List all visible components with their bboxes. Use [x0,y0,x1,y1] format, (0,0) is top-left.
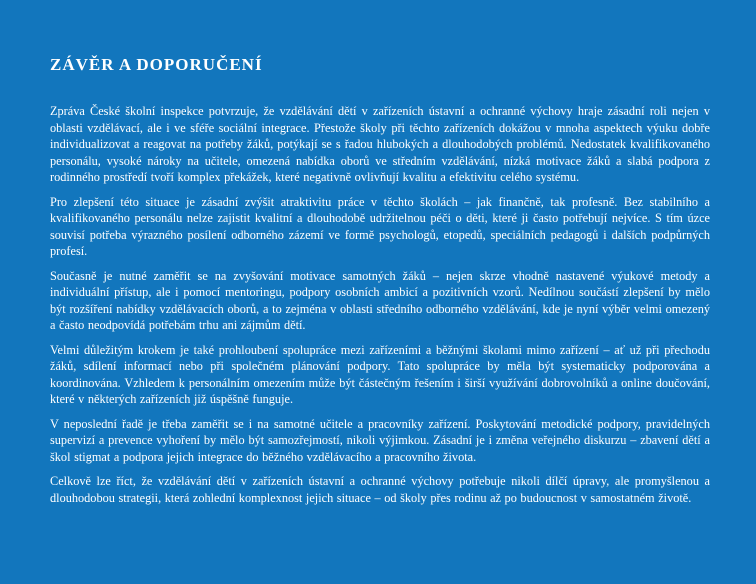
paragraph-1: Zpráva České školní inspekce potvrzuje, že vzdělávání dětí v zařízeních ústavní a ochranné výchovy hraje zásadní roli nejen v oblasti vzdělávací, ale i ve sféře sociální integrace. Přestože školy při těchto zařízeních dokážou v mnoha aspektech výuku dobře individualizovat a reagovat na potřeby žáků, potýkají se s řadou hlubokých a dlouhodobých problémů. Nedostatek kvalifikovaného personálu, vysoké nároky na učitele, omezená nabídka oborů ve středním vzdělávání, nízká motivace žáků a slabá podpora z rodinného prostředí tvoří komplex překážek, které negativně ovlivňují kvalitu a efektivitu celého systému. [50,104,710,184]
page-title: ZÁVĚR A DOPORUČENÍ [50,55,263,74]
paragraph-6: Celkově lze říct, že vzdělávání dětí v zařízeních ústavní a ochranné výchovy potřebuje nikoli dílčí úpravy, ale promyšlenou a dlouhodobou strategii, která zohlední komplexnost jejich situace – od školy přes rodinu až po budoucnost v samostatném životě. [50,474,710,505]
body-text [50,103,710,506]
paragraph-5: V neposlední řadě je třeba zaměřit se i na samotné učitele a pracovníky zařízení. Poskytování metodické podpory, pravidelných supervizí a prevence vyhoření by mělo být samozřejmostí, nikoli výjimkou. Zásadní je i změna veřejného diskurzu – zbavení dětí a škol stigmat a podpora jejich integrace do běžného vzdělávacího a pracovního života. [50,416,710,464]
paragraph-3: Současně je nutné zaměřit se na zvyšování motivace samotných žáků – nejen skrze vhodně nastavené výukové metody a individuální přístup, ale i pomocí mentoringu, podpory osobních ambicí a pozitivních vzorů. Nedílnou součástí zlepšení by mělo být rozšíření nabídky vzdělávacích oborů, a to zejména v oblasti středního odborného vzdělávání, kde je nyní výběr velmi omezený a často neodpovídá potřebám trhu ani zájmům dětí. [50,268,710,332]
paragraph-2: Pro zlepšení této situace je zásadní zvýšit atraktivitu práce v těchto školách – jak finančně, tak profesně. Bez stabilního a kvalifikovaného personálu nelze zajistit kvalitní a dlouhodobě udržitelnou péči o děti, které ji často potřebují nejvíce. S tím úzce souvisí potřeba výrazného posílení odborného zázemí ve formě psychologů, etopedů, speciálních pedagogů i dalších podpůrných profesí. [50,194,710,258]
paragraph-4: Velmi důležitým krokem je také prohloubení spolupráce mezi zařízeními a běžnými školami mimo zařízení – ať už při přechodu žáků, sdílení informací nebo při společném plánování podpory. Tato spolupráce by měla být systematicky podporována a koordinována. Vzhledem k personálním omezením může být částečným řešením i širší využívání dobrovolníků a online doučování, které v některých zařízeních již úspěšně funguje. [50,342,710,406]
